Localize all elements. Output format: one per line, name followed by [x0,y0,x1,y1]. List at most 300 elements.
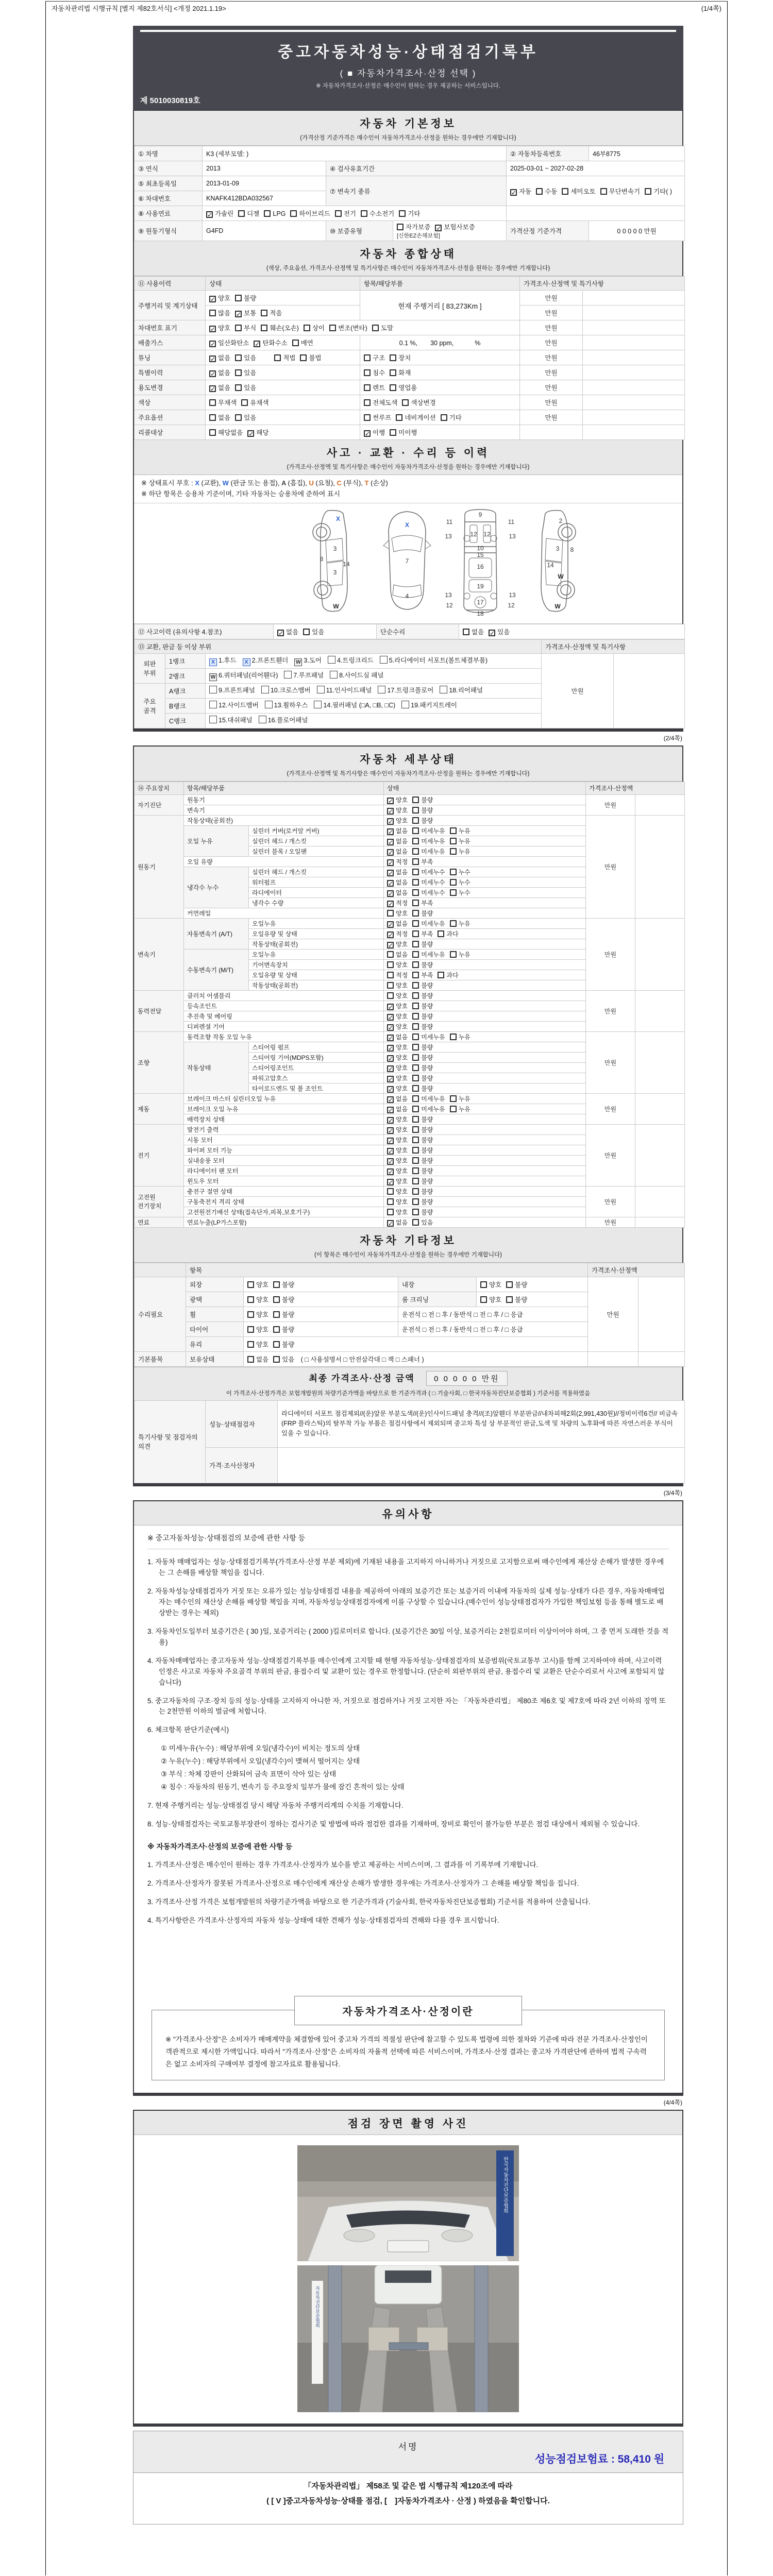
mark-box[interactable]: W [294,658,302,666]
checkbox[interactable] [412,900,419,906]
checkbox[interactable]: ✓ [210,370,216,378]
basic-info-subtitle: (가격산정 기준가격은 매수인이 자동차가격조사·산정을 원하는 경우에만 기재합니다) [300,135,516,141]
checkbox[interactable] [361,210,367,217]
mark-box[interactable] [261,686,269,693]
price-cell [520,425,583,440]
check-option: ✓ 가솔린 [207,210,234,218]
checkbox[interactable]: ✓ [511,189,517,196]
checkbox[interactable] [247,1356,254,1363]
checkbox[interactable]: ✓ [388,849,394,856]
checkbox[interactable] [235,414,242,421]
checkbox[interactable]: ✓ [388,921,394,928]
checkbox[interactable] [209,414,216,421]
checkbox[interactable] [412,838,419,844]
checkbox[interactable] [412,1178,419,1184]
checkbox[interactable]: ✓ [388,1096,394,1104]
checkbox[interactable]: ✓ [388,1147,394,1155]
mark-v1-rear: W [333,602,339,610]
checkbox[interactable] [450,1095,457,1102]
checkbox[interactable] [412,889,419,896]
checkbox[interactable]: ✓ [388,1075,394,1083]
checkbox[interactable]: ✓ [278,629,284,637]
mark-box[interactable] [378,686,385,693]
part-name: 와이퍼 모터 기능 [184,1145,384,1155]
use-history-label: 차대번호 표기 [135,320,206,335]
doc-number: 제 5010030819호 [140,96,200,105]
checkbox[interactable]: ✓ [388,1116,394,1124]
checkbox[interactable] [562,188,568,195]
checkbox[interactable]: ✓ [388,818,394,825]
check-option: ✓ 없음 [388,920,408,928]
check-option: ✓ 보험사보증 [436,224,475,232]
mark-box[interactable]: W [209,673,217,681]
check-option: 불량 [412,1187,433,1196]
checkbox[interactable]: ✓ [365,430,371,437]
checkbox[interactable] [390,354,396,361]
reg-no-value: 46부8775 [589,146,685,161]
checkbox[interactable] [480,1296,487,1303]
checkbox[interactable]: ✓ [388,1106,394,1114]
mark-box[interactable] [209,716,217,723]
checkbox[interactable] [261,310,267,316]
checkbox[interactable] [412,1095,419,1102]
checkbox[interactable] [292,340,299,346]
panel-item: X 2.프론트휀더 [243,655,289,667]
checkbox[interactable] [412,1075,419,1081]
checkbox[interactable]: ✓ [388,1127,394,1134]
mark-box[interactable] [328,656,335,664]
checkbox[interactable] [241,399,248,406]
check-option: 불량 [506,1280,527,1289]
checkbox[interactable] [412,1219,419,1226]
checkbox[interactable] [412,1147,419,1154]
opinion-table [134,1400,685,1483]
checkbox[interactable]: ✓ [388,859,394,867]
checkbox[interactable] [450,1106,457,1112]
accident-history-label: ⑫ 사고이력 (유의사항 4.참조) [135,624,274,639]
check-option: 수동 [536,187,557,196]
checkbox[interactable] [364,384,371,391]
checkbox[interactable] [412,1188,419,1195]
checkbox[interactable] [387,982,394,989]
part-name: 라디에이터 팬 모터 [184,1165,384,1176]
checkbox[interactable] [412,1044,419,1050]
check-option: 불량 [412,1125,433,1134]
check-option: ✓ 이행 [365,429,385,437]
part-name: 시동 모터 [184,1134,384,1145]
checkbox[interactable] [273,1296,280,1303]
mark-box[interactable] [317,686,325,693]
part-name: 구동축전지 격리 상태 [184,1196,384,1207]
notice-body [134,1526,682,1986]
checkbox[interactable] [438,930,444,937]
checkbox[interactable] [480,1281,487,1288]
check-option: 불법 [300,353,321,362]
check-option: 미세누유 [412,950,445,959]
checkbox[interactable] [450,848,457,855]
check-option: 미세누수 [412,888,445,897]
checkbox[interactable] [412,827,419,834]
checkbox[interactable] [273,1311,280,1318]
checkbox[interactable] [412,1054,419,1061]
checkbox[interactable]: ✓ [388,1003,394,1011]
hold-state-note: ( □ 사용설명서 □ 안전삼각대 □ 잭 □ 스패너 ) [300,1355,424,1363]
wheel-positions: 운전석 □ 전 □ 후 / 동반석 □ 전 □ 후 / □ 응급 [398,1307,588,1321]
checkbox[interactable] [372,325,379,331]
checkbox[interactable] [412,1085,419,1092]
checkbox[interactable]: ✓ [207,211,213,218]
part-name: 브레이크 마스터 실린더오일 누유 [184,1093,384,1104]
checkbox[interactable] [412,941,419,947]
checkbox[interactable] [402,399,409,406]
checkbox[interactable] [364,414,371,421]
checkbox[interactable] [399,210,406,217]
overall-title: 자동차 종합상태 [360,248,457,260]
checkbox[interactable] [247,1341,254,1348]
check-option: 미세누유 [412,919,445,928]
checkbox[interactable] [387,1188,394,1195]
checkbox[interactable]: ✓ [388,838,394,846]
part-name: 커먼레일 [184,908,384,918]
panel-item: 5.라디에이터 서포트(볼트체결부품) [380,655,488,667]
check-option: 미이행 [390,428,417,437]
panel-item: 11.인사이드패널 [317,685,372,697]
checkbox[interactable] [247,1281,254,1288]
check-option: 훼손(오손) [261,323,299,332]
checkbox[interactable] [412,879,419,886]
checkbox[interactable] [450,1033,457,1040]
mark-box[interactable]: X [243,658,250,666]
checkbox[interactable]: ✓ [388,900,394,908]
checkbox[interactable] [412,1137,419,1143]
notice-subitem: ④ 침수 : 자동차의 원동기, 변속기 등 주요장치 일부가 물에 잠긴 흔적이 있는 상태 [161,1783,405,1791]
checkbox[interactable] [412,961,419,968]
notice-header [134,1501,682,1526]
base-price-label: 가격산정 기준가격 [507,221,589,241]
panel-item: 10.크로스멤버 [261,685,311,697]
checkbox[interactable]: ✓ [388,1178,394,1186]
check-option: 없음 [387,950,408,959]
signature-label: 서명 [398,2442,418,2452]
checkbox[interactable] [390,384,396,391]
checkbox[interactable]: ✓ [388,1013,394,1021]
checkbox[interactable]: ✓ [388,1086,394,1093]
checkbox[interactable] [387,972,394,978]
checkbox[interactable] [412,1209,419,1215]
checkbox[interactable] [390,429,396,436]
repair-price-cell: 만원 [588,1277,638,1351]
title-divider [140,30,676,32]
checkbox[interactable] [412,1116,419,1123]
checkbox[interactable]: ✓ [210,341,216,348]
part-name: 작동상태(공회전) [249,980,384,990]
checkbox[interactable]: ✓ [388,797,394,805]
checkbox[interactable]: ✓ [388,828,394,836]
checkbox[interactable]: ✓ [388,931,394,939]
check-option: 디젤 [238,209,259,218]
mark-box[interactable]: X [209,658,217,666]
mark-box[interactable] [284,671,292,679]
check-option: ✓ 양호 [388,1043,408,1052]
checkbox[interactable] [300,354,307,361]
checkbox[interactable] [412,869,419,875]
col-appraisal: 가격조사·산정액 [586,782,685,794]
checkbox[interactable] [412,1033,419,1040]
checkbox[interactable] [209,399,216,406]
checkbox[interactable] [304,325,310,331]
checkbox[interactable] [273,1341,280,1348]
checkbox[interactable] [238,210,245,217]
section-notice [133,1500,683,2096]
basic-items-extra [638,1351,685,1366]
check-option: 미세누유 [412,826,445,835]
check-option: ✓ 양호 [388,940,408,949]
checkbox[interactable] [209,310,216,316]
check-option: ✓ 양호 [388,1136,408,1145]
appraiser-label: 가격·조사산정자 [206,1447,278,1483]
check-option: 있음 [235,353,256,362]
checkbox[interactable] [412,951,419,958]
checkbox[interactable]: ✓ [388,890,394,897]
check-option: 누유 [450,847,470,856]
notice-item: 3. 가격조사·산정 가격은 보험개발원의 차량기준가액을 바탕으로 한 기준가격과 (기술사회, 한국자동차진단보증협회) 기준서를 적용하여 산출됩니다. [147,1898,591,1906]
checkbox[interactable]: ✓ [210,385,216,393]
checkbox[interactable] [412,1013,419,1020]
part-name: 파워고압호스 [249,1073,384,1083]
checkbox[interactable] [506,1296,513,1303]
price-cell: 만원 [520,306,583,320]
notice-list-1 [147,1557,669,1830]
price-cell: 만원 [520,335,583,350]
checkbox[interactable] [412,1023,419,1030]
mark-box[interactable] [330,671,338,679]
mark-v4-door: 3 [556,545,560,552]
checkbox[interactable] [235,295,242,301]
price-cell: 만원 [586,1124,635,1186]
check-option: 양호 [387,991,408,1000]
checkbox[interactable] [412,1157,419,1164]
checkbox[interactable] [387,1209,394,1215]
checkbox[interactable] [600,188,607,195]
checkbox[interactable] [247,1326,254,1333]
check-option: LPG [264,210,285,217]
checkbox[interactable] [387,951,394,958]
checkbox[interactable] [438,972,444,978]
checkbox[interactable] [364,399,371,406]
checkbox[interactable]: ✓ [388,1137,394,1145]
checkbox[interactable] [273,1326,280,1333]
checkbox[interactable] [412,807,419,814]
checkbox[interactable] [387,992,394,999]
check-option: 무단변속기 [600,187,640,196]
checkbox[interactable] [450,920,457,927]
checkbox[interactable] [364,354,371,361]
panel-item: 16.플로어패널 [259,715,308,727]
checkbox[interactable] [645,188,651,195]
inspector-label: 성능·상태점검자 [206,1400,278,1447]
mark-box[interactable] [209,701,217,708]
check-option: 자가보증 [397,222,430,231]
checkbox[interactable] [536,188,543,195]
checkbox[interactable] [412,1106,419,1112]
checkbox[interactable] [412,1198,419,1205]
checkbox[interactable]: ✓ [255,341,260,348]
checkbox[interactable] [412,972,419,978]
checkbox[interactable] [412,1064,419,1071]
check-option: 기타 [399,209,420,218]
checkbox[interactable] [397,224,404,230]
checkbox[interactable]: ✓ [388,1168,394,1176]
mark-v3-r13: 13 [509,532,516,540]
page-marker-2: (2/4쪽) [663,734,682,742]
check-option: 양호 [387,1197,408,1206]
mark-box[interactable] [265,701,273,708]
checkbox[interactable] [247,1311,254,1318]
subgroup-name: 작동상태 [184,1042,249,1093]
checkbox[interactable]: ✓ [388,1065,394,1073]
checkbox[interactable] [274,354,281,361]
checkbox[interactable] [412,1167,419,1174]
mark-box[interactable] [314,701,322,708]
checkbox[interactable]: ✓ [388,1044,394,1052]
mark-box[interactable] [440,686,447,693]
checkbox[interactable]: ✓ [236,311,242,318]
checkbox[interactable]: ✓ [436,225,442,232]
use-history-label: 특별이력 [135,365,206,380]
checkbox[interactable] [387,1198,394,1205]
rank-label: 2랭크 [165,668,206,683]
checkbox[interactable] [335,210,342,217]
part-name: 작동상태(공회전) [249,939,384,949]
part-name: 냉각수 수량 [249,897,384,908]
checkbox[interactable] [412,910,419,917]
rank-label: A랭크 [165,683,206,698]
checkbox[interactable]: ✓ [388,1024,394,1031]
checkbox[interactable]: ✓ [388,869,394,877]
check-option: 불량 [506,1295,527,1304]
checkbox[interactable] [235,354,242,361]
checkbox[interactable] [412,992,419,999]
checkbox[interactable] [412,930,419,937]
part-name: 등속조인트 [184,1001,384,1011]
checkbox[interactable] [450,889,457,896]
panel-item: X 1.후드 [209,655,237,667]
checkbox[interactable] [412,982,419,989]
check-option: ✓ 양호 [388,1054,408,1062]
checkbox[interactable] [412,1003,419,1009]
checkbox[interactable] [235,325,242,331]
checkbox[interactable] [290,210,297,217]
part-name: 디퍼렌셜 기어 [184,1021,384,1031]
part-name: 오일유량 및 상태 [249,970,384,980]
checkbox[interactable] [450,838,457,844]
checkbox[interactable]: ✓ [490,629,495,637]
check-option: 세미오토 [562,187,595,196]
check-option: 기타( ) [645,187,672,196]
checkbox[interactable] [412,817,419,824]
interior-label: 내장 [398,1277,477,1292]
checkbox[interactable] [412,858,419,865]
checkbox[interactable]: ✓ [388,1158,394,1165]
checkbox[interactable] [261,325,267,331]
check-option: 양호 [387,1187,408,1196]
check-option: 불량 [412,1012,433,1021]
mark-box[interactable] [209,686,217,693]
checkbox[interactable] [412,920,419,927]
check-option: 부족 [412,971,433,979]
doc-subtitle: ( ■ 자동차가격조사·산정 선택 ) [340,69,477,78]
mark-box[interactable] [401,701,409,708]
checkbox[interactable] [364,369,371,376]
checkbox[interactable] [396,414,402,421]
checkbox[interactable] [264,210,271,217]
checkbox[interactable]: ✓ [388,1055,394,1062]
checkbox[interactable] [209,429,216,436]
checkbox[interactable]: ✓ [210,296,216,303]
check-option: 양호 [387,960,408,969]
price-cell: 만원 [520,380,583,395]
check-option: ✓ 양호 [388,1074,408,1083]
checkbox[interactable] [235,384,242,391]
checkbox[interactable]: ✓ [388,1219,394,1227]
checkbox[interactable]: ✓ [210,355,216,363]
checkbox[interactable] [450,951,457,958]
car-name-value: K3 (세부모델: ) [203,146,507,161]
checkbox[interactable] [387,961,394,968]
check-option: 상이 [304,323,325,332]
detail-table [134,782,685,1228]
notice-subitem: ① 미세누유(누수) : 해당부위에 오일(냉각수)이 비치는 정도의 상태 [161,1744,360,1753]
check-option: 양호 [387,1208,408,1216]
check-option: 전기 [335,209,356,218]
checkbox[interactable] [412,1126,419,1133]
checkbox[interactable] [441,414,447,421]
checkbox[interactable] [412,848,419,855]
mark-box[interactable] [259,716,266,723]
checkbox[interactable] [390,369,396,376]
check-option: 전체도색 [364,398,397,407]
checkbox[interactable] [506,1281,513,1288]
checkbox[interactable]: ✓ [388,941,394,949]
subgroup-name: 냉각수 누수 [184,867,249,908]
checkbox[interactable] [235,369,242,376]
checkbox[interactable]: ✓ [388,807,394,815]
checkbox[interactable] [450,869,457,875]
mark-box[interactable] [380,656,388,664]
checkbox[interactable] [329,325,336,331]
checkbox[interactable]: ✓ [248,430,254,437]
checkbox[interactable] [387,910,394,917]
checkbox[interactable]: ✓ [388,1034,394,1042]
signature-box[interactable] [133,2431,683,2473]
checkbox[interactable]: ✓ [210,326,216,333]
price-cell: 만원 [542,653,614,728]
col-item: 항목/해당부품 [360,277,520,291]
part-name: 추진축 및 베어링 [184,1011,384,1021]
checkbox[interactable] [412,796,419,803]
fuel-options [203,206,507,221]
device-name: 조향 [135,1031,184,1093]
checkbox[interactable] [273,1356,280,1363]
check-option: 불량 [412,940,433,948]
checkbox[interactable] [450,827,457,834]
checkbox[interactable] [247,1296,254,1303]
checkbox[interactable] [463,629,469,635]
checkbox[interactable] [273,1281,280,1288]
checkbox[interactable]: ✓ [388,879,394,887]
checkbox[interactable] [303,629,310,635]
checkbox[interactable] [450,879,457,886]
